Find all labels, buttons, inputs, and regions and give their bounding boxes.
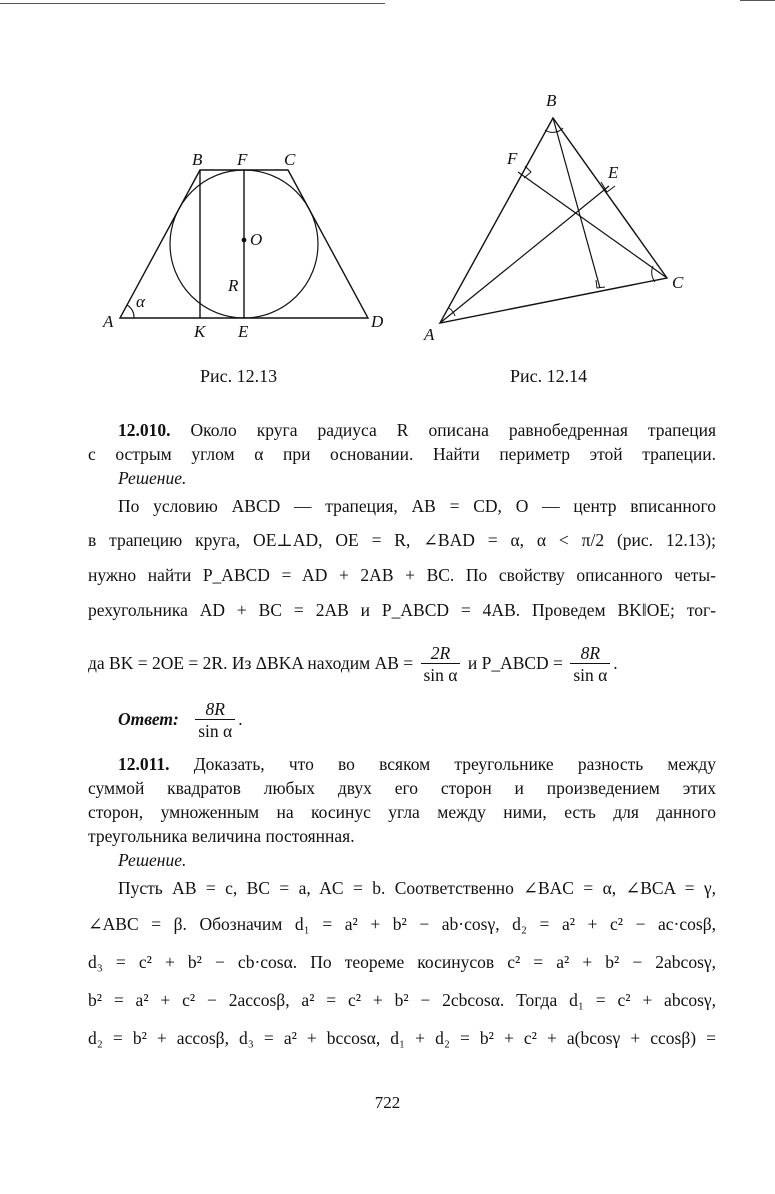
line5-text-a: да BK = 2OE = 2R. Из ΔBKA находим AB = [88, 653, 414, 673]
fraction-ab-den: sin α [423, 665, 458, 686]
problem-12-011-statement-line-2: суммой квадратов любых двух его сторон и произведением этих [88, 778, 716, 798]
caption-fig-12-14: Рис. 12.14 [510, 366, 588, 386]
solution2-line-3: d₃ = c² + b² − cb·cosα. По теореме косинусов c² = a² + b² − 2abcosγ, [88, 952, 716, 972]
problem-number: 12.010. [118, 420, 171, 440]
label-e: E [238, 322, 249, 341]
trapezoid-diagram [100, 145, 400, 345]
right-angle-foot [596, 280, 605, 288]
angle-arc [127, 305, 134, 318]
answer-line: Ответ: $\frac{8R}{\text{sin α}}$ . [118, 699, 243, 742]
statement-text: Доказать, что во всяком треугольнике разность между [193, 754, 717, 774]
problem-12-011-statement-line-4: треугольника величина постоянная. [88, 826, 355, 846]
label-c: C [284, 150, 296, 169]
top-rule [0, 3, 385, 4]
problem-12-010-statement-line-2: с острым углом α при основании. Найти периметр этой трапеции. [88, 444, 716, 464]
figure-12-14 [415, 88, 695, 348]
top-rule-right [740, 0, 775, 1]
fraction-perimeter [570, 643, 610, 686]
solution-label-2 [88, 848, 716, 872]
label-r: R [228, 276, 239, 295]
label-b: B [546, 91, 557, 110]
solution-label-2-text: Решение. [118, 850, 187, 870]
center-point [242, 238, 247, 243]
label-a: A [424, 325, 435, 344]
problem-12-010-statement-line-1 [88, 418, 716, 442]
solution-line-5: да BK = 2OE = 2R. Из ΔBKA находим AB = $\frac{2R}{\text{sin α}}$ и P_ABCD = $\frac{8R}{\text{sin α}}$ . [88, 643, 618, 686]
altitude-from-b [553, 118, 600, 288]
triangle-diagram [415, 88, 695, 348]
label-k: K [194, 322, 206, 341]
label-a: A [103, 312, 114, 331]
solution-line-1: По условию ABCD — трапеция, AB = CD, O — центр вписанного [118, 496, 716, 516]
solution-line-4: рехугольника AD + BC = 2AB и P_ABCD = 4AB. Проведем BK‖OE; тог- [88, 600, 716, 620]
solution2-line-4: b² = a² + c² − 2accosβ, a² = c² + b² − 2cbcosα. Тогда d₁ = c² + abcosγ, [88, 990, 716, 1010]
caption-fig-12-13: Рис. 12.13 [200, 366, 278, 386]
label-o: O [250, 230, 263, 249]
page-number: 722 [374, 1093, 401, 1112]
problem-12-011-statement-line-1 [88, 752, 716, 776]
statement-text: Около круга радиуса R описана равнобедренная трапеция [190, 420, 716, 440]
solution2-line-1: Пусть AB = c, BC = a, AC = b. Соответственно ∠BAC = α, ∠BCA = γ, [118, 878, 716, 898]
altitude-ae [440, 186, 609, 323]
triangle-shape [440, 118, 667, 323]
fraction-perimeter-num: 8R [570, 643, 610, 664]
problem-12-011-statement-line-3: сторон, умноженным на косинус угла между ними, есть для данного [88, 802, 716, 822]
answer-fraction [195, 699, 235, 742]
solution2-line-5: d₂ = b² + accosβ, d₃ = a² + bccosα, d₁ + d₂ = b² + c² + a(bcosγ + ccosβ) = [88, 1028, 716, 1048]
label-f: F [507, 149, 518, 168]
label-f: F [237, 150, 248, 169]
problem-number: 12.011. [118, 754, 170, 774]
solution-label-text: Решение. [118, 468, 187, 488]
figure-12-13 [100, 145, 400, 345]
label-e: E [608, 163, 619, 182]
fraction-ab [421, 643, 461, 686]
label-alpha: α [136, 292, 145, 311]
label-c: C [672, 273, 684, 292]
solution2-line-2: ∠ABC = β. Обозначим d₁ = a² + b² − ab·cosγ, d₂ = a² + c² − ac·cosβ, [88, 914, 716, 934]
solution-label [88, 466, 716, 490]
label-d: D [371, 312, 384, 331]
label-b: B [192, 150, 203, 169]
solution-line-3: нужно найти P_ABCD = AD + 2AB + BC. По свойству описанного четы- [88, 565, 716, 585]
answer-den: sin α [198, 721, 233, 742]
solution-line-2: в трапецию круга, OE⊥AD, OE = R, ∠BAD = α, α < π/2 (рис. 12.13); [88, 530, 716, 550]
answer-label: Ответ: [118, 709, 179, 729]
fraction-perimeter-den: sin α [573, 665, 608, 686]
line5-text-b: и P_ABCD = [467, 653, 563, 673]
answer-num: 8R [195, 699, 235, 720]
fraction-ab-num: 2R [421, 643, 461, 664]
